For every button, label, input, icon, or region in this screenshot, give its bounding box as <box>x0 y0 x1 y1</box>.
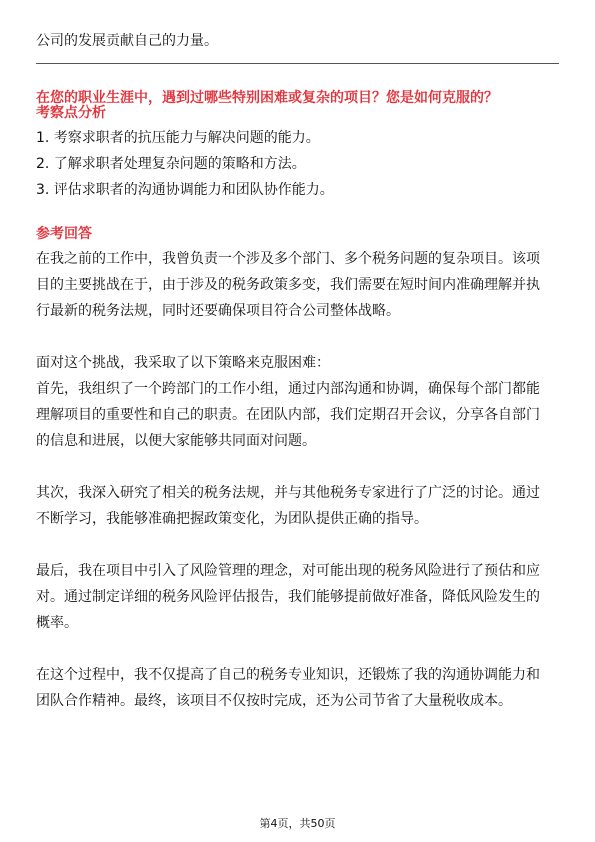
answer-paragraph <box>36 350 540 454</box>
answer-line: 的信息和进展，以便大家能够共同面对问题。 <box>36 433 316 449</box>
answer-line: 面对这个挑战，我采取了以下策略来克服困难： <box>36 355 330 371</box>
answer-line: 在我之前的工作中，我曾负责一个涉及多个部门、多个税务问题的复杂项目。该项 <box>36 251 540 267</box>
answer-paragraph <box>36 558 540 636</box>
answer-heading: 参考回答 <box>36 226 92 242</box>
paragraph-gap <box>36 324 540 350</box>
analysis-section <box>36 101 334 203</box>
intro-text: 公司的发展贡献自己的力量。 <box>36 33 218 49</box>
answer-line: 目的主要挑战在于，由于涉及的税务政策多变，我们需要在短时间内准确理解并执 <box>36 277 540 293</box>
analysis-heading: 考察点分析 <box>36 105 106 121</box>
answer-line: 团队合作精神。最终，该项目不仅按时完成，还为公司节省了大量税收成本。 <box>36 693 512 709</box>
answer-line: 在这个过程中，我不仅提高了自己的税务专业知识，还锻炼了我的沟通协调能力和 <box>36 667 540 683</box>
document-page <box>36 0 559 842</box>
answer-line: 概率。 <box>36 615 78 631</box>
answer-line: 首先，我组织了一个跨部门的工作小组，通过内部沟通和协调，确保每个部门都能 <box>36 381 540 397</box>
answer-paragraph <box>36 480 540 532</box>
paragraph-gap <box>36 532 540 558</box>
analysis-point: 2. 了解求职者处理复杂问题的策略和方法。 <box>36 156 306 172</box>
paragraph-gap <box>36 636 540 662</box>
answer-line: 理解项目的重要性和自己的职责。在团队内部，我们定期召开会议，分享各自部门 <box>36 407 540 423</box>
section-divider <box>36 63 559 64</box>
answer-section <box>36 222 540 714</box>
answer-paragraph <box>36 662 540 714</box>
answer-line: 行最新的税务法规，同时还要确保项目符合公司整体战略。 <box>36 303 400 319</box>
analysis-point: 1. 考察求职者的抗压能力与解决问题的能力。 <box>36 130 320 146</box>
question-title: 在您的职业生涯中，遇到过哪些特别困难或复杂的项目？您是如何克服的？ <box>36 90 498 106</box>
answer-line: 其次，我深入研究了相关的税务法规，并与其他税务专家进行了广泛的讨论。通过 <box>36 485 540 501</box>
answer-line: 最后，我在项目中引入了风险管理的理念，对可能出现的税务风险进行了预估和应 <box>36 563 540 579</box>
answer-paragraph <box>36 246 540 324</box>
answer-line: 不断学习，我能够准确把握政策变化，为团队提供正确的指导。 <box>36 511 428 527</box>
page-number: 第4页，共50页 <box>259 817 336 830</box>
paragraph-gap <box>36 454 540 480</box>
analysis-point: 3. 评估求职者的沟通协调能力和团队协作能力。 <box>36 182 334 198</box>
answer-line: 对。通过制定详细的税务风险评估报告，我们能够提前做好准备，降低风险发生的 <box>36 589 540 605</box>
